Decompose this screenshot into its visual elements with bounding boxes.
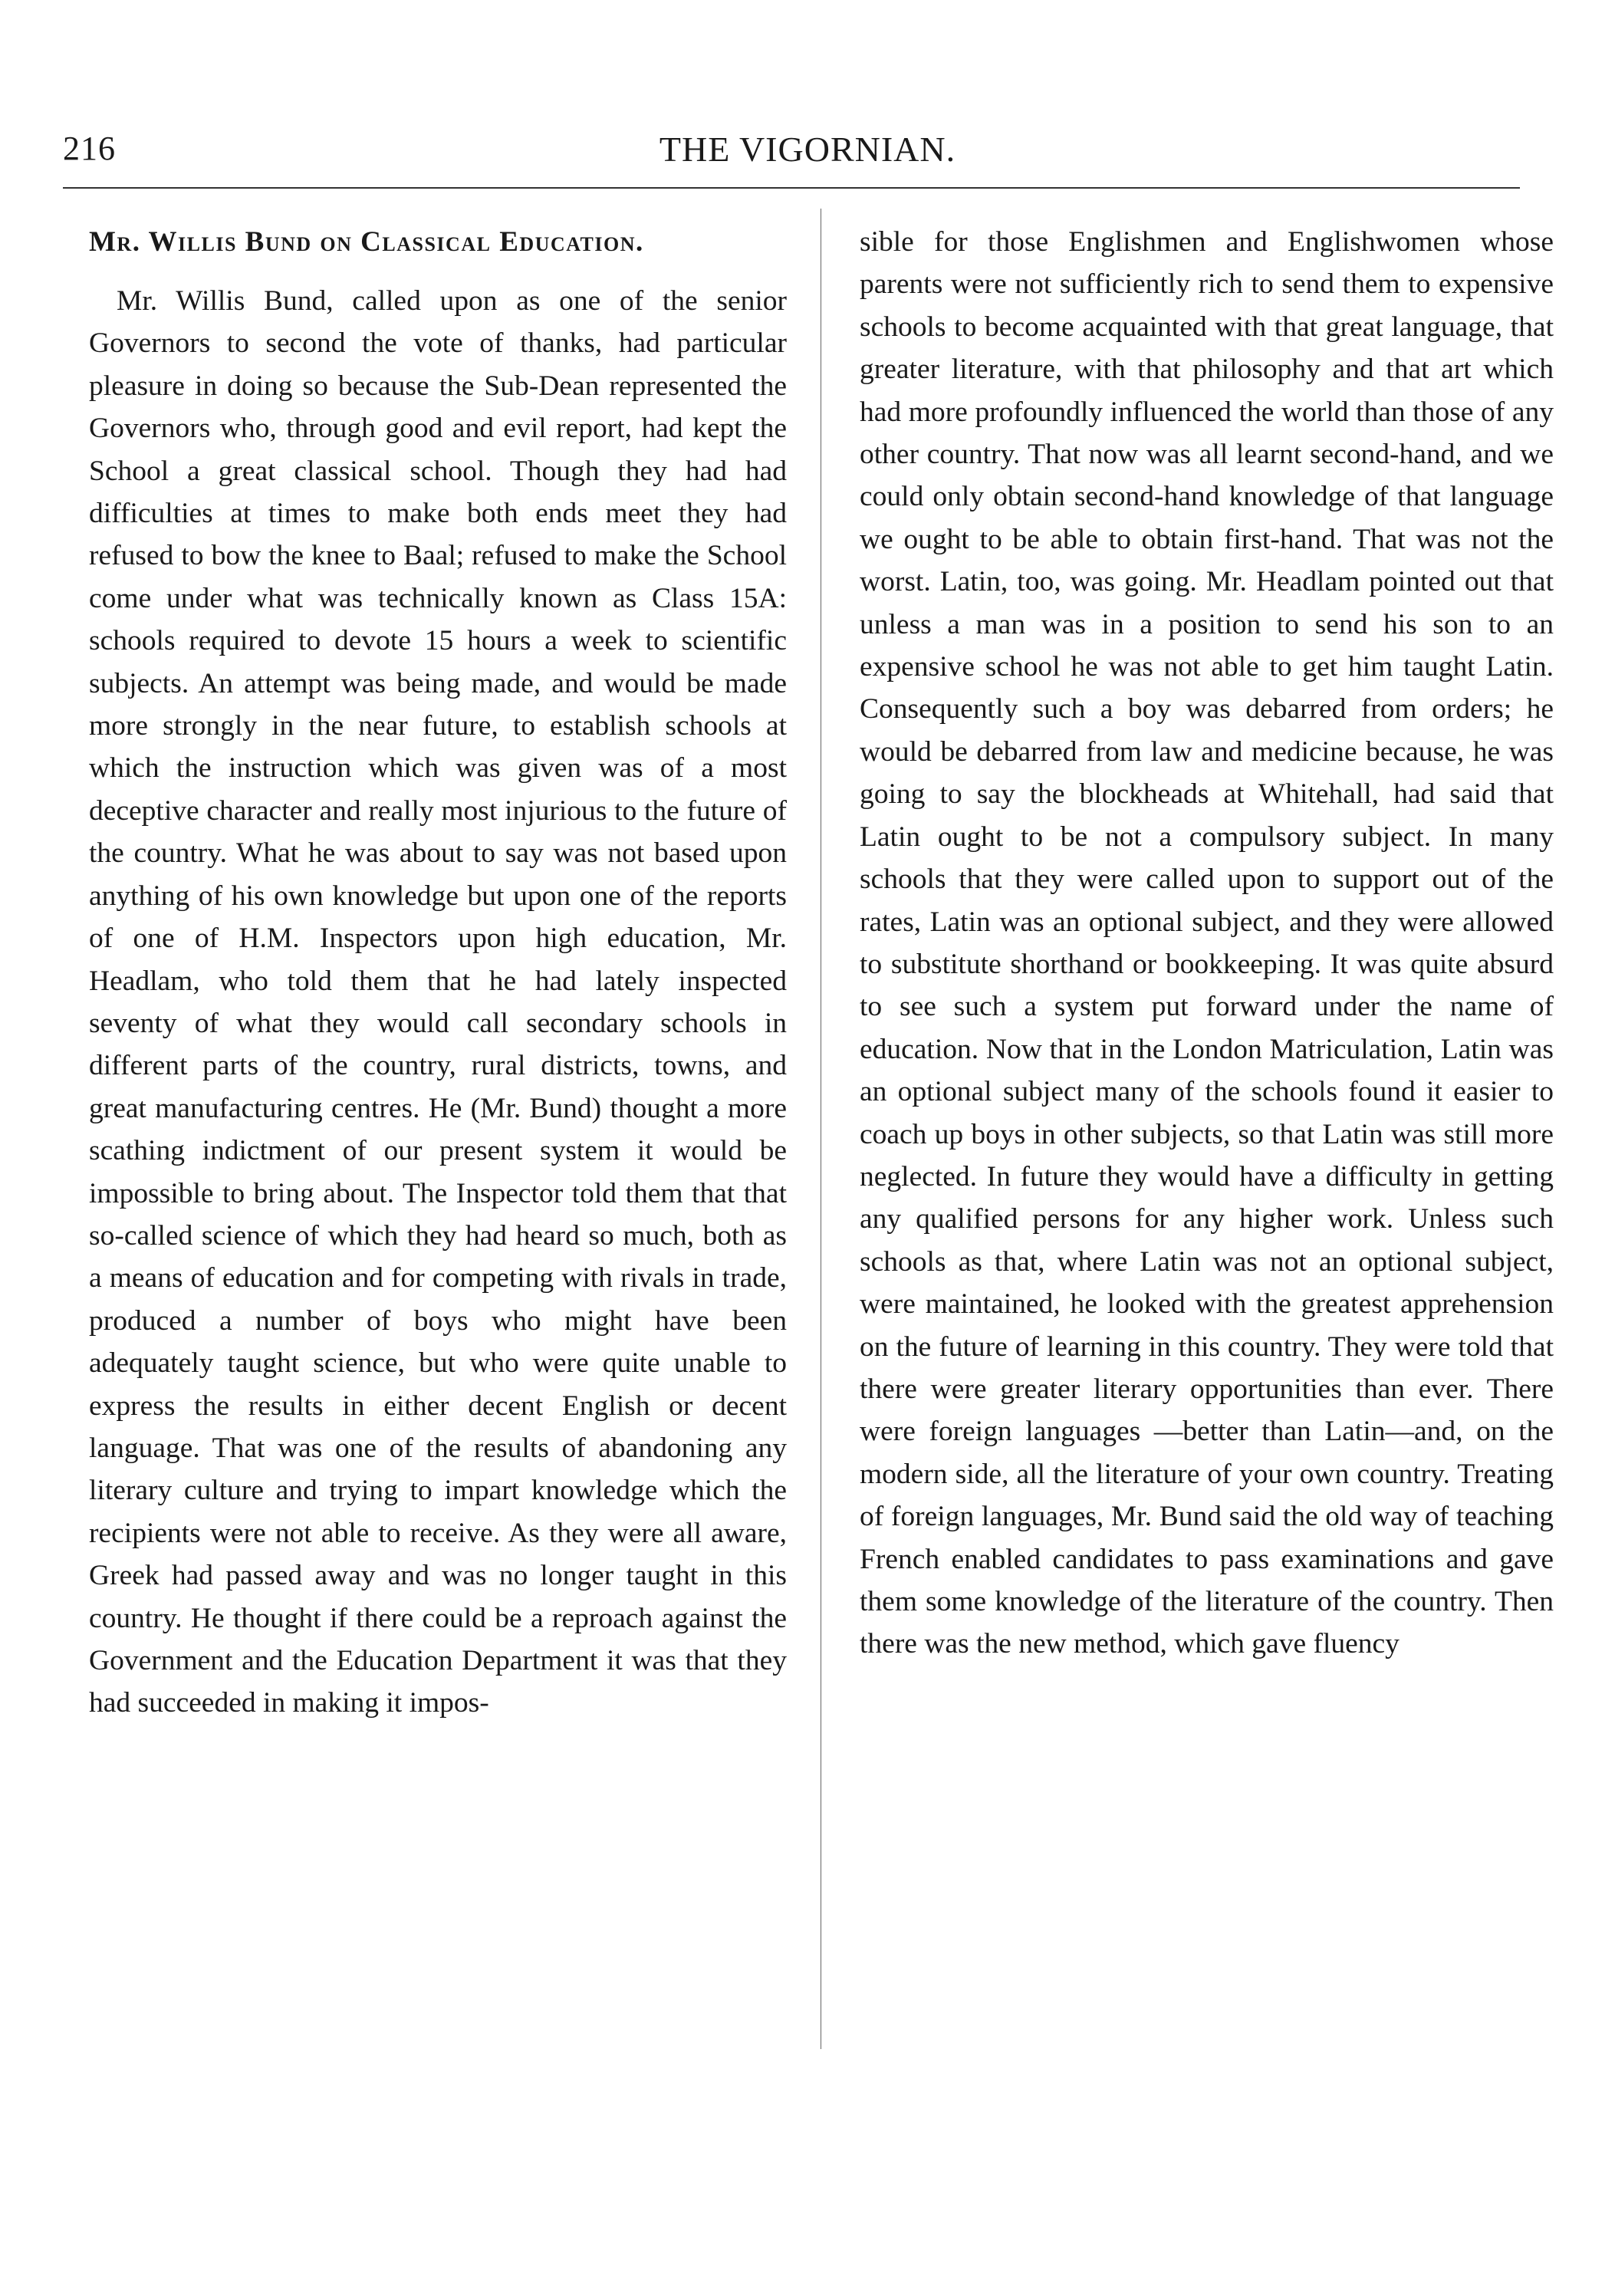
running-title: THE VIGORNIAN.: [659, 130, 956, 169]
right-column-text: sible for those Englishmen and Englishwomen whose parents were not sufficiently rich to send them to expensive schools to become acquainted with that great language, that greater literature, with that philosophy and that art which had more profoundly influenced the world than those of any other country. That now was all learnt second-hand, and we could only obtain second-hand knowledge of that language we ought to be able to obtain first-hand. That was not the worst. Latin, too, was going. Mr. Headlam pointed out that unless a man was in a position to send his son to an expensive school he was not able to get him taught Latin. Consequently such a boy was debarred from orders; he would be debarred from law and medicine because, he was going to say the blockheads at Whitehall, had said that Latin ought to be not a compulsory subject. In many schools that they were called upon to support out of the rates, Latin was an optional subject, and they were allowed to substitute shorthand or bookkeeping. It was quite absurd to see such a system put forward under the name of education. Now that in the London Matriculation, Latin was an optional subject many of the schools found it easier to coach up boys in other subjects, so that Latin was still more neglected. In future they would have a difficulty in getting any qualified persons for any higher work. Unless such schools as that, where Latin was not an optional subject, were maintained, he looked with the greatest apprehension on the future of learning in this country. They were told that there were greater literary opportunities than ever. There were foreign languages —better than Latin—and, on the modern side, all the literature of your own country. Treating of foreign languages, Mr. Bund said the old way of teaching French enabled candidates to pass examinations and gave them some knowledge of the literature of the country. Then there was the new method, which gave fluency: [860, 226, 1554, 1660]
article-title: Mr. Willis Bund on Classical Education.: [89, 226, 644, 258]
right-column: [860, 221, 1554, 1666]
header-rule: [63, 187, 1520, 189]
left-column: [89, 221, 787, 1725]
left-column-text: Mr. Willis Bund, called upon as one of the senior Governors to second the vote of thanks, had particular pleasure in doing so because the Sub-Dean represented the Governors who, through good and evil report, had kept the School a great classical school. Though they had had difficulties at times to make both ends meet they had refused to bow the knee to Baal; refused to make the School come under what was technically known as Class 15A: schools required to devote 15 hours a week to scientific subjects. An attempt was being made, and would be made more strongly in the near future, to establish schools at which the instruction which was given was of a most deceptive character and really most injurious to the future of the country. What he was about to say was not based upon anything of his own knowledge but upon one of the reports of one of H.M. Inspectors upon high education, Mr. Headlam, who told them that he had lately inspected seventy of what they would call secondary schools in different parts of the country, rural districts, towns, and great manufacturing centres. He (Mr. Bund) thought a more scathing indictment of our present system it would be impossible to bring about. The Inspector told them that that so-called science of which they had heard so much, both as a means of education and for competing with rivals in trade, produced a number of boys who might have been adequately taught science, but who were quite unable to express the results in either decent English or decent language. That was one of the results of abandoning any literary culture and trying to impart knowledge which the recipients were not able to receive. As they were all aware, Greek had passed away and was no longer taught in this country. He thought if there could be a reproach against the Government and the Education Department it was that they had succeeded in making it impos-: [89, 285, 787, 1719]
page-number: 216: [63, 130, 116, 167]
